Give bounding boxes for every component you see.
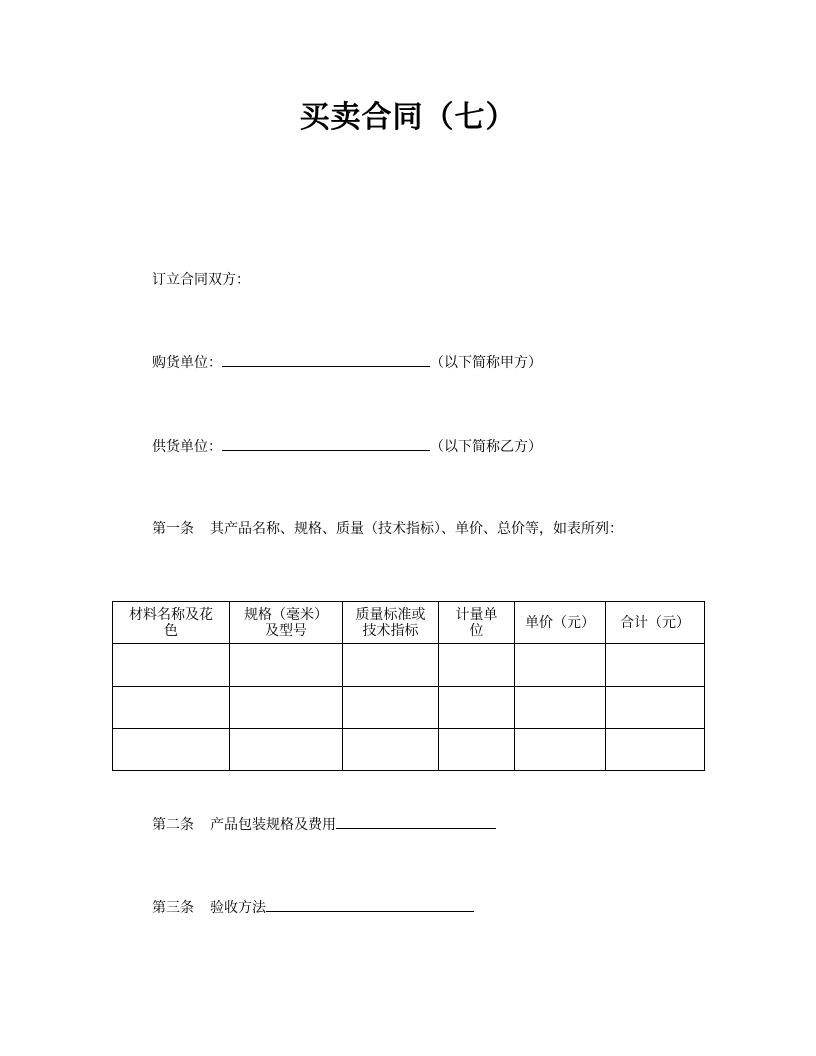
- table-cell[interactable]: [230, 728, 343, 770]
- article-2-number: 第二条: [152, 817, 194, 833]
- article-3-text: 验收方法: [210, 900, 266, 916]
- header-total: 合计（元）: [606, 602, 705, 644]
- article-3-number: 第三条: [152, 900, 194, 916]
- buyer-name-field[interactable]: [222, 352, 430, 367]
- header-quality-standard: 质量标准或 技术指标: [343, 602, 439, 644]
- buyer-label: 购货单位：: [152, 355, 222, 371]
- article-3: [152, 897, 474, 918]
- parties-label: 订立合同双方：: [152, 272, 250, 288]
- packaging-field[interactable]: [336, 814, 496, 829]
- header-unit-price: 单价（元）: [515, 602, 606, 644]
- table-cell[interactable]: [606, 644, 705, 686]
- header-spec-model: 规格（毫米） 及型号: [230, 602, 343, 644]
- table-cell[interactable]: [439, 728, 515, 770]
- table-cell[interactable]: [606, 728, 705, 770]
- table-cell[interactable]: [439, 644, 515, 686]
- article-1: [152, 519, 623, 539]
- table-cell[interactable]: [515, 686, 606, 728]
- table-cell[interactable]: [515, 728, 606, 770]
- buyer-suffix: （以下简称甲方）: [430, 355, 542, 371]
- table-cell[interactable]: [343, 686, 439, 728]
- seller-name-field[interactable]: [222, 436, 430, 451]
- table-cell[interactable]: [230, 686, 343, 728]
- seller-suffix: （以下简称乙方）: [430, 439, 542, 455]
- table-row: [113, 686, 705, 728]
- table-cell[interactable]: [113, 644, 230, 686]
- table-row: [113, 728, 705, 770]
- document-title: 买卖合同（七）: [299, 100, 517, 135]
- table-cell[interactable]: [343, 644, 439, 686]
- table-row: [113, 644, 705, 686]
- seller-line: [152, 436, 542, 457]
- article-1-number: 第一条: [152, 521, 194, 537]
- table-cell[interactable]: [230, 644, 343, 686]
- buyer-line: [152, 352, 542, 373]
- table-cell[interactable]: [113, 728, 230, 770]
- article-2-text: 产品包装规格及费用: [210, 817, 336, 833]
- table-cell[interactable]: [515, 644, 606, 686]
- header-material-name: 材料名称及花 色: [113, 602, 230, 644]
- table-cell[interactable]: [113, 686, 230, 728]
- acceptance-method-field[interactable]: [266, 897, 474, 912]
- header-unit: 计量单 位: [439, 602, 515, 644]
- article-1-text: 其产品名称、规格、质量（技术指标）、单价、总价等，如表所列：: [210, 521, 623, 537]
- seller-label: 供货单位：: [152, 439, 222, 455]
- product-spec-table: [112, 601, 705, 771]
- table-cell[interactable]: [606, 686, 705, 728]
- table-header-row: [113, 602, 705, 644]
- table-cell[interactable]: [439, 686, 515, 728]
- article-2: [152, 814, 496, 835]
- table-cell[interactable]: [343, 728, 439, 770]
